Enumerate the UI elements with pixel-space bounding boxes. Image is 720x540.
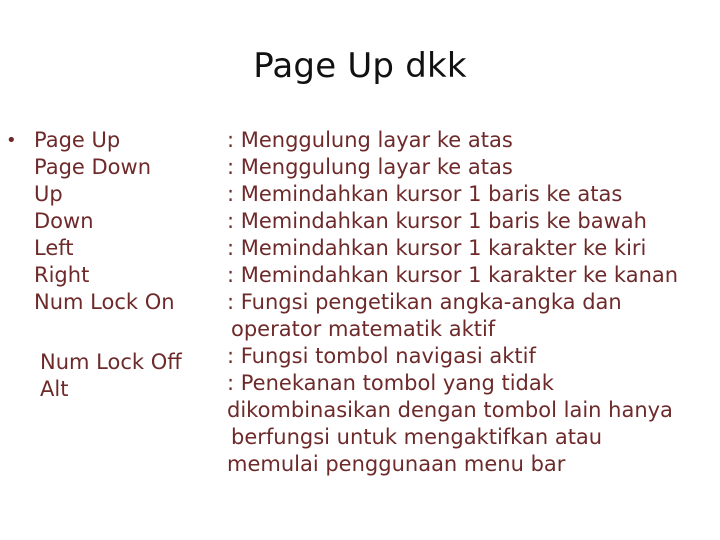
key-terms-list-continued: [40, 349, 182, 403]
definition-page-up: : Menggulung layar ke atas: [227, 128, 513, 152]
term-up: Up: [34, 182, 63, 206]
definitions-list: [227, 127, 678, 478]
term-down: Down: [34, 209, 94, 233]
definition-left: : Memindahkan kursor 1 karakter ke kiri: [227, 236, 647, 260]
definition-num-lock-on-cont: operator matematik aktif: [231, 317, 496, 341]
definition-alt-cont-2: berfungsi untuk mengaktifkan atau: [231, 425, 603, 449]
definition-alt-cont-1: dikombinasikan dengan tombol lain hanya: [227, 398, 673, 422]
term-alt: Alt: [40, 377, 69, 401]
definition-alt: : Penekanan tombol yang tidak: [227, 371, 554, 395]
slide-title: Page Up dkk: [253, 46, 467, 86]
definition-page-down: : Menggulung layar ke atas: [227, 155, 513, 179]
term-page-down: Page Down: [34, 155, 152, 179]
definition-num-lock-on: : Fungsi pengetikan angka-angka dan: [227, 290, 622, 314]
definition-num-lock-off: : Fungsi tombol navigasi aktif: [227, 344, 536, 368]
bullet-icon: •: [6, 130, 17, 151]
definition-up: : Memindahkan kursor 1 baris ke atas: [227, 182, 623, 206]
term-num-lock-off: Num Lock Off: [40, 350, 182, 374]
definition-alt-cont-3: memulai penggunaan menu bar: [227, 452, 566, 476]
definition-right: : Memindahkan kursor 1 karakter ke kanan: [227, 263, 679, 287]
term-left: Left: [34, 236, 74, 260]
term-right: Right: [34, 263, 90, 287]
definition-down: : Memindahkan kursor 1 baris ke bawah: [227, 209, 647, 233]
term-num-lock-on: Num Lock On: [34, 290, 175, 314]
term-page-up: Page Up: [34, 128, 121, 152]
key-terms-list: [34, 127, 175, 316]
